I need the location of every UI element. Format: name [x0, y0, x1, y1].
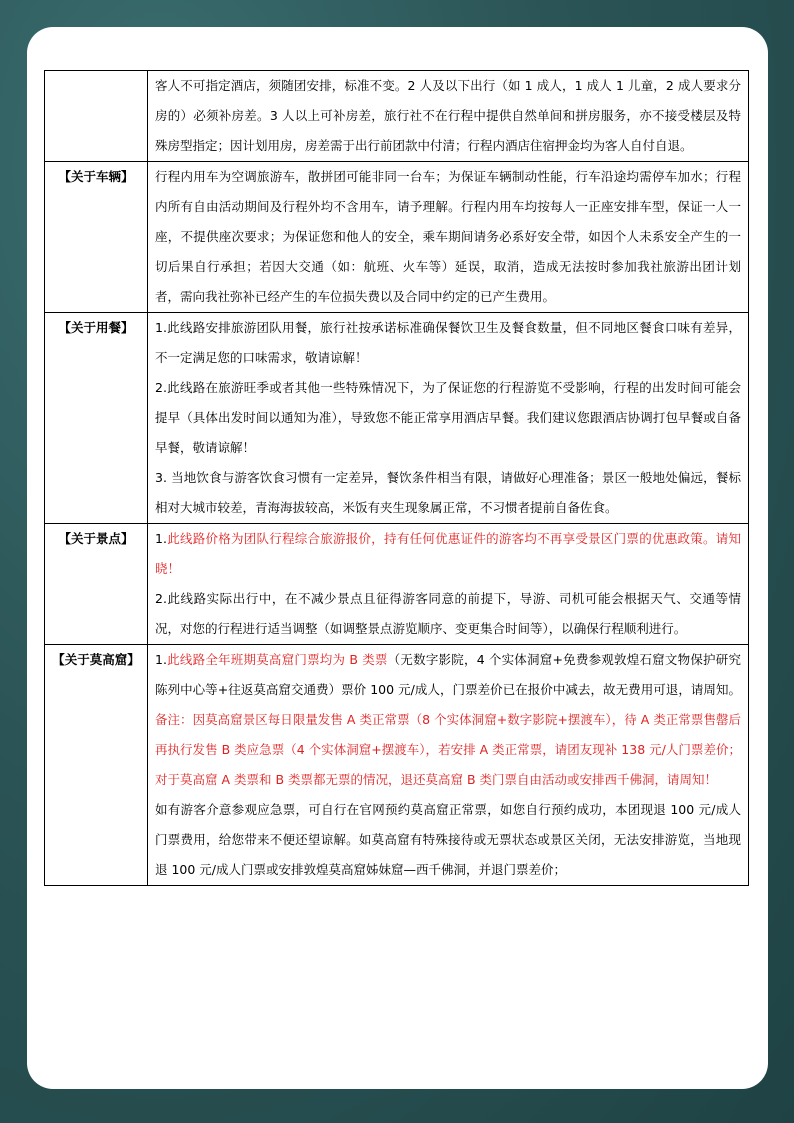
body-text: 2.此线路在旅游旺季或者其他一些特殊情况下，为了保证您的行程游览不受影响，行程的出发时间可能会提早（具体出发时间以通知为准），导致您不能正常享用酒店早餐。我们建议您跟酒店协调打包早餐或自备早餐，敬请谅解！ [155, 380, 741, 455]
table-row [45, 645, 749, 886]
paragraph [155, 373, 741, 463]
row-content [148, 524, 749, 645]
body-text: 1. [155, 652, 167, 667]
row-label [45, 71, 148, 162]
highlight-text: 备注：因莫高窟景区每日限量发售 A 类正常票（8 个实体洞窟+数字影院+摆渡车），待 A 类正常票售罄后再执行发售 B 类应急票（4 个实体洞窟+摆渡车），若安排 A 类正常票，请团友现补 138 元/人门票差价；对于莫高窟 A 类票和 B 类票都无票的情况，退还莫高窟 B 类门票自由活动或安排西千佛洞，请周知！ [155, 712, 741, 787]
row-content [148, 71, 749, 162]
paragraph [155, 463, 741, 523]
row-content [148, 313, 749, 524]
travel-notes-table [44, 70, 749, 886]
row-label: 【关于用餐】 [45, 313, 148, 524]
notes-table-body [45, 71, 749, 886]
row-content [148, 162, 749, 313]
paragraph [155, 584, 741, 644]
row-label: 【关于景点】 [45, 524, 148, 645]
highlight-text: 此线路全年班期莫高窟门票均为 B 类票 [166, 652, 388, 667]
table-row [45, 71, 749, 162]
paragraph [155, 313, 741, 373]
paragraph [155, 71, 741, 161]
body-text: 客人不可指定酒店，须随团安排，标准不变。2 人及以下出行（如 1 成人，1 成人 1 儿童，2 成人要求分房的）必须补房差。3 人以上可补房差，旅行社不在行程中提供自然单间和拼房服务，亦不接受楼层及特殊房型指定；因计划用房，房差需于出行前团款中付清；行程内酒店住宿押金均为客人自付自退。 [155, 78, 741, 153]
body-text: 如有游客介意参观应急票，可自行在官网预约莫高窟正常票，如您自行预约成功，本团现退 100 元/成人门票费用，给您带来不便还望谅解。如莫高窟有特殊接待或无票状态或景区关闭，无法安排游览，当地现退 100 元/成人门票或安排敦煌莫高窟姊妹窟—西千佛洞，并退门票差价； [155, 802, 741, 877]
body-text: 3. 当地饮食与游客饮食习惯有一定差异，餐饮条件相当有限，请做好心理准备；景区一般地处偏远，餐标相对大城市较差，青海海拔较高，米饭有夹生现象属正常，不习惯者提前自备佐食。 [155, 470, 741, 515]
table-row [45, 524, 749, 645]
table-row [45, 313, 749, 524]
table-row [45, 162, 749, 313]
body-text: 1.此线路安排旅游团队用餐，旅行社按承诺标准确保餐饮卫生及餐食数量，但不同地区餐食口味有差异，不一定满足您的口味需求，敬请谅解！ [155, 320, 741, 365]
paragraph [155, 645, 741, 795]
row-label: 【关于莫高窟】 [45, 645, 148, 886]
row-content [148, 645, 749, 886]
body-text: 1. [155, 531, 167, 546]
highlight-text: 此线路价格为团队行程综合旅游报价，持有任何优惠证件的游客均不再享受景区门票的优惠政策。请知晓！ [155, 531, 741, 576]
paragraph [155, 524, 741, 584]
paragraph [155, 162, 741, 312]
body-text: 2.此线路实际出行中，在不减少景点且征得游客同意的前提下，导游、司机可能会根据天气、交通等情况，对您的行程进行适当调整（如调整景点游览顺序、变更集合时间等），以确保行程顺利进行。 [155, 591, 741, 636]
row-label: 【关于车辆】 [45, 162, 148, 313]
paragraph [155, 795, 741, 885]
body-text: （无数字影院，4 个实体洞窟+免费参观敦煌石窟文物保护研究陈列中心等+往返莫高窟交通费）票价 100 元/成人，门票差价已在报价中减去，故无费用可退，请周知。 [155, 652, 742, 697]
body-text: 行程内用车为空调旅游车，散拼团可能非同一台车；为保证车辆制动性能，行车沿途均需停车加水；行程内所有自由活动期间及行程外均不含用车，请予理解。行程内用车均按每人一正座安排车型，保证一人一座，不提供座次要求；为保证您和他人的安全，乘车期间请务必系好安全带，如因个人未系安全产生的一切后果自行承担；若因大交通（如：航班、火车等）延误，取消，造成无法按时参加我社旅游出团计划者，需向我社弥补已经产生的车位损失费以及合同中约定的已产生费用。 [155, 169, 741, 304]
